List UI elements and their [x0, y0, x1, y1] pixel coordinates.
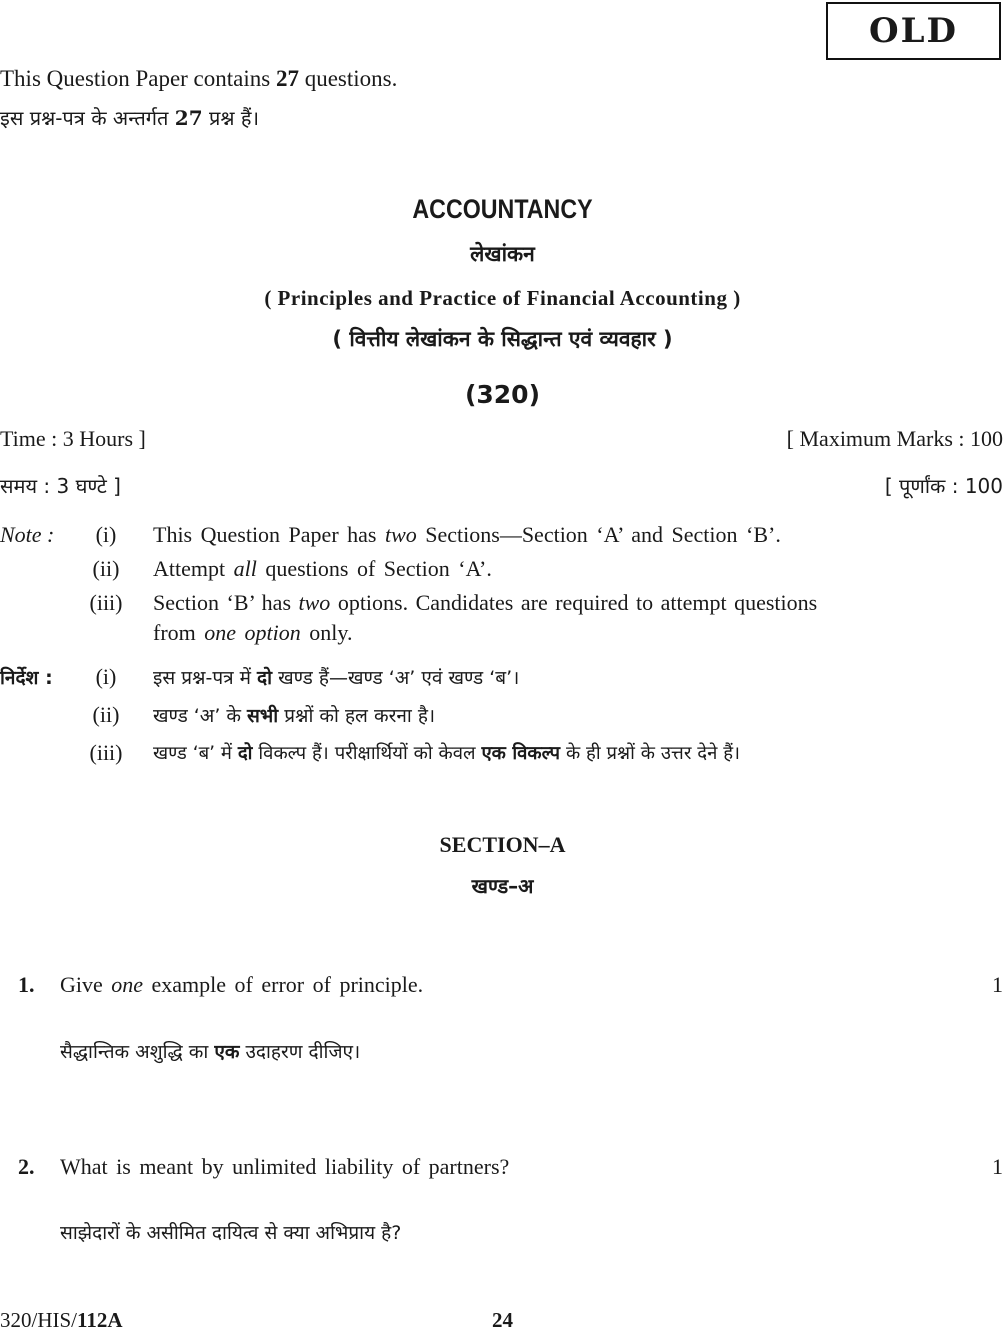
nirdesh-item: खण्ड ‘ब’ में दो विकल्प हैं। परीक्षार्थियों को केवल एक विकल्प के ही प्रश्नों के उत्तर देने हैं। — [153, 743, 741, 764]
subject-title-hindi: लेखांकन — [470, 242, 535, 266]
subtitle: ( Principles and Practice of Financial Accounting ) — [264, 286, 741, 310]
max-marks-label-hindi: [ पूर्णांक : 100 — [884, 474, 1003, 498]
time-label: Time : 3 Hours ] — [0, 426, 146, 451]
question-text-hindi: सैद्धान्तिक अशुद्धि का एक उदाहरण दीजिए। — [60, 1041, 361, 1063]
question-marks: 1 — [992, 1154, 1003, 1179]
question-number: 2. — [18, 1154, 35, 1179]
question-text: What is meant by unlimited liability of partners? — [60, 1154, 510, 1179]
subtitle-hindi: ( वित्तीय लेखांकन के सिद्धान्त एवं व्यवहार ) — [332, 327, 673, 351]
nirdesh-item: खण्ड ‘अ’ के सभी प्रश्नों को हल करना है। — [153, 705, 436, 727]
nirdesh-label: निर्देश : — [0, 667, 53, 689]
max-marks-label: [ Maximum Marks : 100 — [786, 426, 1003, 451]
subject-title: ACCOUNTANCY — [412, 194, 593, 224]
question-text: Give one example of error of principle. — [60, 972, 424, 997]
intro-english: This Question Paper contains 27 questions. — [0, 66, 398, 91]
note-item: Section ‘B’ has two options. Candidates are required to attempt questions — [153, 590, 818, 615]
section-title-hindi: खण्ड–अ — [471, 874, 534, 898]
nirdesh-item: इस प्रश्न-पत्र में दो खण्ड हैं—खण्ड ‘अ’ एवं खण्ड ‘ब’। — [153, 667, 520, 689]
old-badge: OLD — [826, 2, 1001, 60]
note-item: Attempt all questions of Section ‘A’. — [153, 556, 492, 581]
note-item-continuation: from one option only. — [153, 620, 353, 645]
note-num: (ii) — [92, 556, 120, 581]
question-marks: 1 — [992, 972, 1003, 997]
nirdesh-num: (i) — [95, 664, 117, 689]
note-item: This Question Paper has two Sections—Section ‘A’ and Section ‘B’. — [153, 522, 781, 547]
question-text-hindi: साझेदारों के असीमित दायित्व से क्या अभिप्राय है? — [60, 1222, 402, 1244]
note-num: (iii) — [89, 590, 123, 615]
paper-code: (320) — [464, 380, 541, 409]
note-label: Note : — [0, 522, 55, 547]
intro-hindi: इस प्रश्न-पत्र के अन्तर्गत 27 प्रश्न हैं। — [0, 106, 260, 130]
question-number: 1. — [18, 972, 35, 997]
footer-paper-code: 320/HIS/112A — [0, 1308, 123, 1332]
footer-page-number: 24 — [492, 1308, 513, 1332]
time-label-hindi: समय : 3 घण्टे ] — [0, 474, 121, 498]
section-title: SECTION–A — [439, 832, 566, 857]
nirdesh-num: (iii) — [89, 740, 123, 765]
note-num: (i) — [95, 522, 117, 547]
nirdesh-num: (ii) — [92, 702, 120, 727]
